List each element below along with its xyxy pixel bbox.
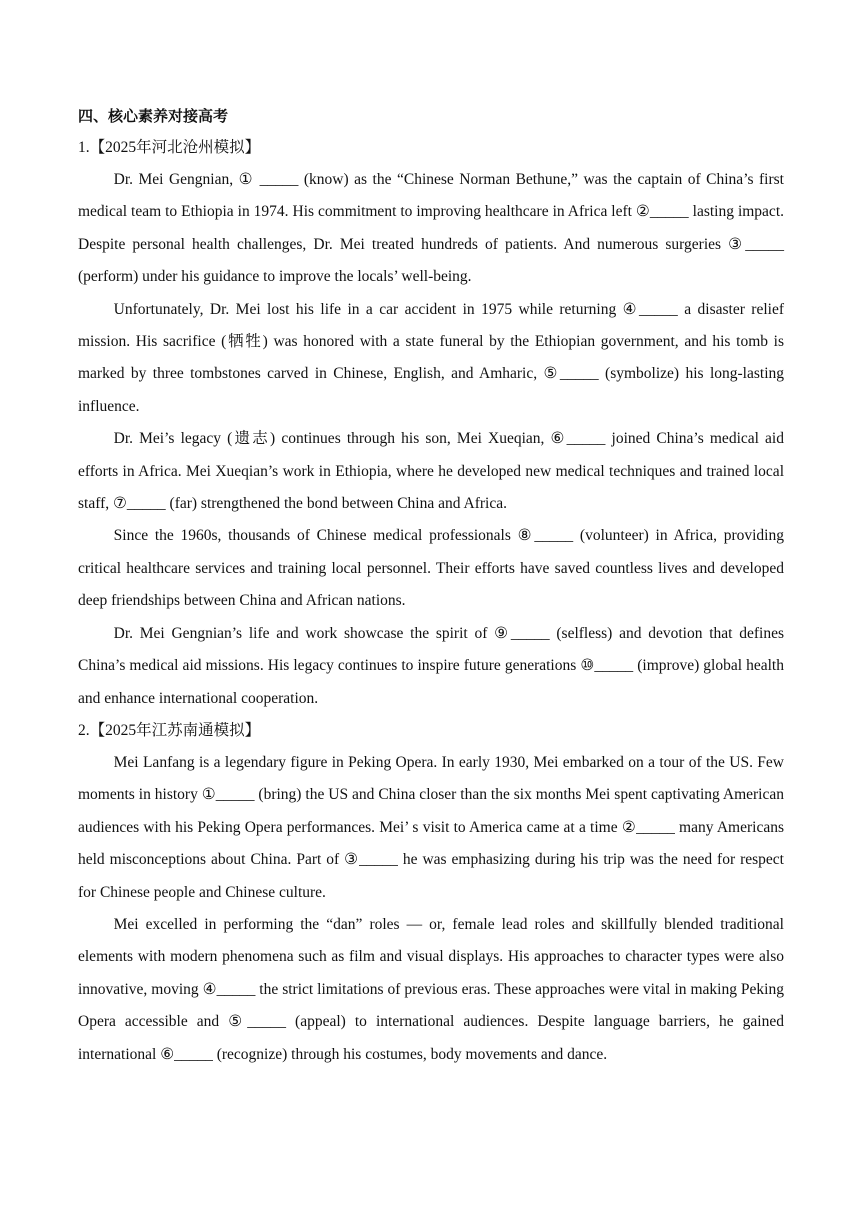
document-page — [78, 100, 784, 1071]
question-1-paragraph-3: Dr. Mei’s legacy (遗志) continues through his son, Mei Xueqian, ⑥_____ joined China’s medical aid efforts in Africa. Mei Xueqian’s work in Ethiopia, where he developed new medical techniques and trained local staff, ⑦_____ (far) strengthened the bond between China and Africa. — [78, 430, 784, 513]
question-1-paragraph-1: Dr. Mei Gengnian, ① _____ (know) as the “Chinese Norman Bethune,” was the captain of China’s first medical team to Ethiopia in 1974. His commitment to improving healthcare in Africa left ②_____ lasting impact. Despite personal health challenges, Dr. Mei treated hundreds of patients. And numerous surgeries ③_____ (perform) under his guidance to improve the locals’ well-being. — [78, 171, 784, 286]
question-1-heading: 1.【2025年河北沧州模拟】 — [78, 139, 261, 156]
question-2 — [78, 715, 784, 1071]
question-2-paragraph-1: Mei Lanfang is a legendary figure in Peking Opera. In early 1930, Mei embarked on a tour of the US. Few moments in history ①_____ (bring) the US and China closer than the six months Mei spent captivating American audiences with his Peking Opera performances. Mei’ s visit to America came at a time ②_____ many Americans held misconceptions about China. Part of ③_____ he was emphasizing during his trip was the need for respect for Chinese people and Chinese culture. — [78, 753, 784, 901]
question-1-paragraph-5: Dr. Mei Gengnian’s life and work showcase the spirit of ⑨_____ (selfless) and devotion that defines China’s medical aid missions. His legacy continues to inspire future generations ⑩_____ (improve) global health and enhance international cooperation. — [78, 624, 784, 707]
question-1-paragraph-2: Unfortunately, Dr. Mei lost his life in a car accident in 1975 while returning ④_____ a disaster relief mission. His sacrifice (牺牲) was honored with a state funeral by the Ethiopian government, and his tomb is marked by three tombstones carved in Chinese, English, and Amharic, ⑤_____ (symbolize) his long-lasting influence. — [78, 300, 784, 415]
question-1 — [78, 132, 784, 715]
section-title: 四、核心素养对接高考 — [78, 107, 229, 125]
question-2-heading: 2.【2025年江苏南通模拟】 — [78, 721, 261, 739]
question-1-paragraph-4: Since the 1960s, thousands of Chinese medical professionals ⑧_____ (volunteer) in Africa, providing critical healthcare services and training local personnel. Their efforts have saved countless lives and developed deep friendships between China and African nations. — [78, 527, 784, 610]
question-2-paragraph-2: Mei excelled in performing the “dan” roles — or, female lead roles and skillfully blended traditional elements with modern phenomena such as film and visual displays. His approaches to character types were also innovative, moving ④_____ the strict limitations of previous eras. These approaches were vital in making Peking Opera accessible and ⑤_____ (appeal) to international audiences. Despite language barriers, he gained international ⑥_____ (recognize) through his costumes, body movements and dance. — [78, 915, 784, 1063]
